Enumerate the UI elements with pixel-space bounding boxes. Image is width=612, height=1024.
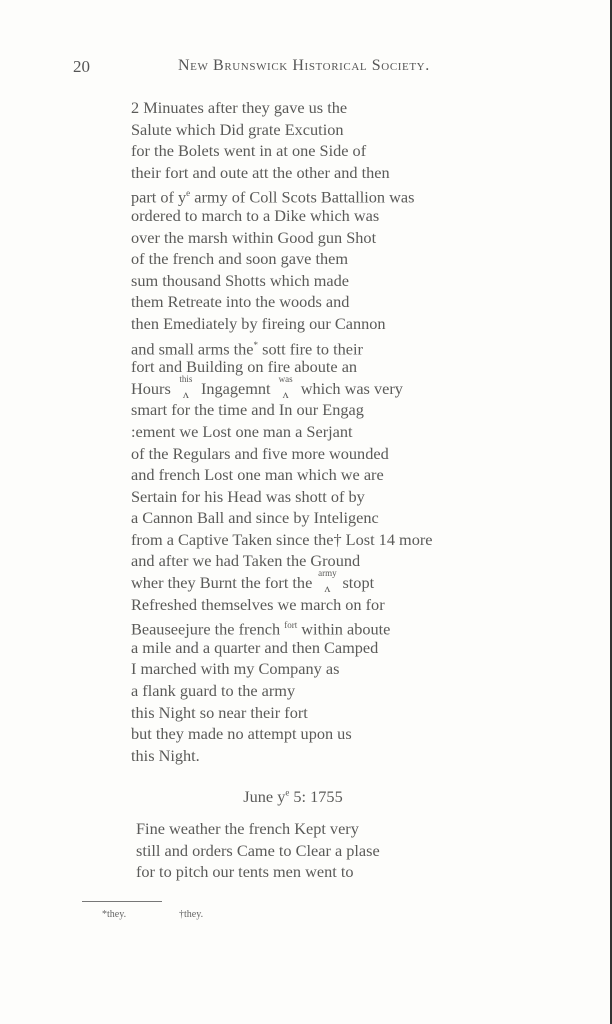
text-segment: Refreshed themselves we march on for <box>131 594 385 614</box>
text-line <box>131 421 433 443</box>
text-segment: :ement we Lost one man a Serjant <box>131 421 353 441</box>
text-segment: over the marsh within Good gun Shot <box>131 227 377 247</box>
caret-icon: ʌ <box>182 386 189 401</box>
text-segment: a flank guard to the army <box>131 681 296 701</box>
text-segment: Beauseejure the french <box>131 619 285 639</box>
text-segment: 2 Minuates after they gave us the <box>131 98 348 117</box>
date-heading <box>0 787 586 807</box>
text-line <box>136 840 380 862</box>
text-segment: Fine weather the french Kept very <box>136 819 359 838</box>
inserted-word: army <box>318 568 337 579</box>
text-segment: and french Lost one man which we are <box>131 465 384 485</box>
text-segment: a mile and a quarter and then Camped <box>131 637 379 657</box>
text-segment: stopt <box>338 573 375 593</box>
caret-icon: ʌ <box>282 386 289 401</box>
superscript: fort <box>284 620 298 631</box>
date-post: 5: 1755 <box>289 787 343 806</box>
text-segment: part of y <box>131 187 187 207</box>
text-segment: sum thousand Shotts which made <box>131 270 349 290</box>
running-title: New Brunswick Historical Society. <box>178 57 430 74</box>
text-segment: I marched with my Company as <box>131 659 340 679</box>
text-line <box>131 443 433 465</box>
text-segment: smart for the time and In our Engag <box>131 400 364 420</box>
text-segment: which was very <box>296 378 403 398</box>
text-line <box>131 291 433 313</box>
text-segment: within aboute <box>297 619 391 639</box>
text-line <box>136 818 380 840</box>
text-segment: this Night so near their fort <box>131 702 308 722</box>
text-segment: ordered to march to a Dike which was <box>131 205 380 225</box>
text-segment: fort and Building on fire aboute an <box>131 357 358 377</box>
inserted-word: was <box>278 373 293 384</box>
text-segment: army of Coll Scots Battallion was <box>190 187 415 207</box>
text-line <box>131 702 433 724</box>
text-segment: of the Regulars and five more wounded <box>131 443 389 463</box>
interlinear-insertion <box>275 373 297 401</box>
text-segment: for the Bolets went in at one Side of <box>131 141 367 161</box>
text-segment: their fort and oute att the other and then <box>131 162 390 182</box>
text-line <box>131 680 433 702</box>
body-text-continued <box>136 818 380 883</box>
text-line <box>131 550 433 572</box>
text-line <box>136 861 380 883</box>
text-line <box>131 745 433 767</box>
text-segment: Ingagemnt <box>196 378 275 398</box>
text-segment: this Night. <box>131 745 200 765</box>
date-sup: e <box>285 787 290 798</box>
text-segment: them Retreate into the woods and <box>131 292 350 312</box>
text-line <box>131 486 433 508</box>
text-segment: Salute which Did grate Excution <box>131 119 344 139</box>
text-segment: still and orders Came to Clear a plase <box>136 840 380 860</box>
text-line <box>131 119 433 141</box>
text-segment: from a Captive Taken since the† Lost 14 more <box>131 529 433 549</box>
text-line <box>131 97 433 119</box>
interlinear-insertion <box>175 373 197 401</box>
text-line <box>131 205 433 227</box>
text-line <box>131 637 433 659</box>
text-line <box>131 615 433 637</box>
text-line <box>131 594 433 616</box>
text-segment: Hours <box>131 378 175 398</box>
page-number: 20 <box>73 57 90 76</box>
text-line <box>131 464 433 486</box>
text-line <box>131 373 433 401</box>
footnote-2: †they. <box>179 909 204 920</box>
interlinear-insertion <box>316 568 338 596</box>
superscript: * <box>253 339 259 350</box>
text-line <box>131 723 433 745</box>
text-segment: Sertain for his Head was shott of by <box>131 486 365 506</box>
text-line <box>131 227 433 249</box>
date-pre: June y <box>243 787 286 806</box>
superscript: e <box>186 188 191 199</box>
text-line <box>131 270 433 292</box>
text-segment: sott fire to their <box>258 338 363 358</box>
text-segment: of the french and soon gave them <box>131 249 349 269</box>
text-segment: and small arms the <box>131 338 254 358</box>
text-segment: for to pitch our tents men went to <box>136 862 354 882</box>
text-line <box>131 248 433 270</box>
text-line <box>131 140 433 162</box>
inserted-word: this <box>179 373 193 384</box>
text-line <box>131 568 433 596</box>
text-segment: and after we had Taken the Ground <box>131 551 361 571</box>
text-line <box>131 529 433 551</box>
text-line <box>131 658 433 680</box>
text-segment: wher they Burnt the fort the <box>131 573 317 593</box>
text-line <box>131 313 433 335</box>
body-text <box>131 97 433 766</box>
text-segment: a Cannon Ball and since by Inteligenc <box>131 508 379 528</box>
footnote-rule <box>82 901 162 902</box>
footnote-1: *they. <box>102 909 127 920</box>
text-line <box>131 335 433 357</box>
text-segment: but they made no attempt upon us <box>131 724 352 744</box>
text-segment: then Emediately by fireing our Cannon <box>131 313 386 333</box>
text-line <box>131 507 433 529</box>
text-line <box>131 162 433 184</box>
caret-icon: ʌ <box>324 581 331 596</box>
text-line <box>131 183 433 205</box>
